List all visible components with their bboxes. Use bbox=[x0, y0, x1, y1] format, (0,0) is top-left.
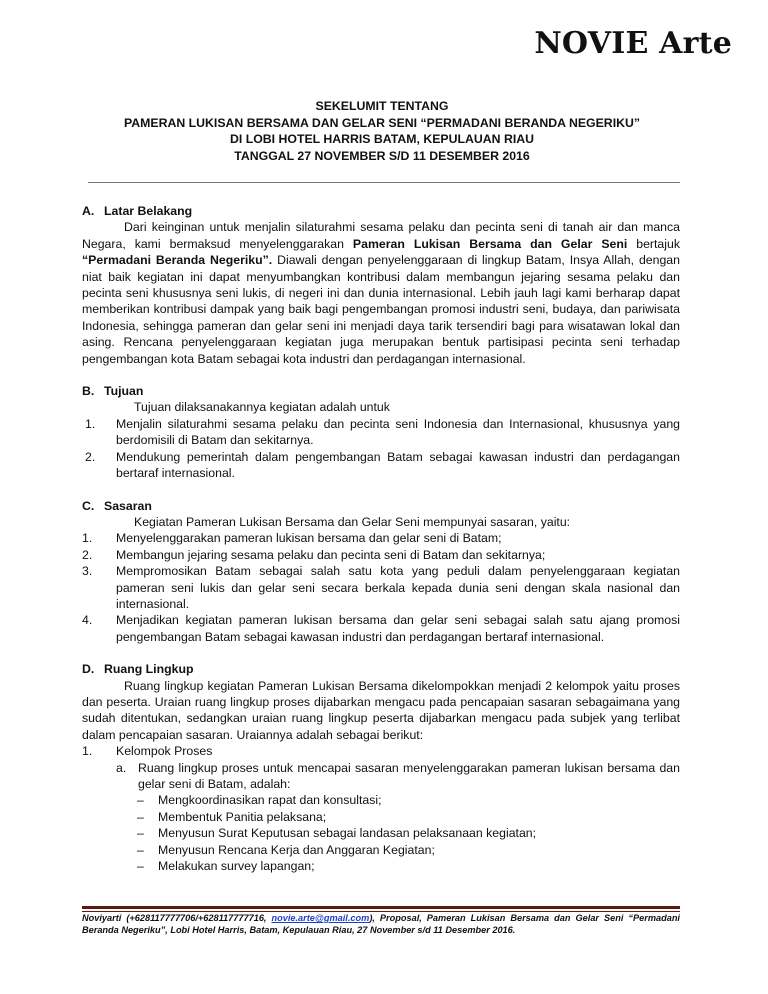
list-item bbox=[82, 416, 680, 449]
dash-bullet: – bbox=[137, 826, 144, 841]
dash-bullet: – bbox=[137, 842, 144, 857]
footer-rule-thin bbox=[82, 911, 680, 912]
section-ruang-lingkup bbox=[82, 661, 680, 874]
title-line-4: TANGGAL 27 NOVEMBER S/D 11 DESEMBER 2016 bbox=[234, 148, 530, 163]
section-intro: Kegiatan Pameran Lukisan Bersama dan Gelar Seni mempunyai sasaran, yaitu: bbox=[134, 514, 571, 529]
dash-item bbox=[82, 825, 680, 841]
list-number: 1. bbox=[82, 744, 93, 759]
section-letter: D. bbox=[82, 662, 95, 677]
section-heading bbox=[82, 383, 680, 399]
title-line-1: SEKELUMIT TENTANG bbox=[315, 99, 449, 113]
list-item bbox=[82, 563, 680, 612]
document-title bbox=[82, 98, 682, 164]
list-text: Kelompok Proses bbox=[116, 744, 213, 759]
list-text: Menyusun Surat Keputusan sebagai landasan pelaksanaan kegiatan; bbox=[158, 826, 537, 841]
section-title: Sasaran bbox=[104, 498, 152, 513]
section-letter: B. bbox=[82, 384, 95, 399]
list-number: 1. bbox=[82, 531, 93, 546]
list-number: 2. bbox=[82, 547, 93, 562]
section-heading bbox=[82, 498, 680, 514]
dash-item bbox=[82, 842, 680, 858]
section-letter: C. bbox=[82, 498, 95, 513]
page-footer bbox=[82, 913, 680, 936]
list-text: Membangun jejaring sesama pelaku dan pecinta seni di Batam dan sekitarnya; bbox=[116, 547, 546, 562]
dash-bullet: – bbox=[137, 793, 144, 808]
list-text: Mendukung pemerintah dalam pengembangan Batam sebagai kawasan industri dan perdagangan bertaraf internasional. bbox=[116, 449, 680, 481]
section-intro: Tujuan dilaksanakannya kegiatan adalah untuk bbox=[134, 400, 390, 415]
list-text: Menyusun Rencana Kerja dan Anggaran Kegiatan; bbox=[158, 842, 435, 857]
paragraph-bold-text: “Permadani Beranda Negeriku”. bbox=[82, 253, 273, 268]
list-number: 1. bbox=[85, 416, 96, 431]
brand-logo-text: NOVIE Arte bbox=[534, 26, 732, 61]
list-text: Mengkoordinasikan rapat dan konsultasi; bbox=[158, 793, 382, 808]
list-text: Menyelenggarakan pameran lukisan bersama dan gelar seni di Batam; bbox=[116, 531, 502, 546]
section-title: Tujuan bbox=[104, 384, 144, 399]
section-heading bbox=[82, 661, 680, 677]
section-letter: A. bbox=[82, 204, 95, 218]
paragraph-bold-text: Pameran Lukisan Bersama dan Gelar Seni bbox=[352, 236, 628, 251]
group-heading bbox=[82, 743, 680, 759]
list-text: Menjalin silaturahmi sesama pelaku dan pecinta seni Indonesia dan Internasional, khususnya yang berdomisili di Batam dan sekitarnya. bbox=[116, 416, 680, 448]
section-paragraph bbox=[82, 219, 680, 367]
paragraph-text: Dari keinginan untuk menjalin silaturahmi sesama pelaku dan pecinta seni di tanah air dan manca Negara, kami bermaksud menyelenggarakan bbox=[82, 220, 680, 251]
dash-item bbox=[82, 858, 680, 874]
list-text: Ruang lingkup proses untuk mencapai sasaran menyelenggarakan pameran lukisan bersama dan gelar seni di Batam, adalah: bbox=[138, 760, 680, 791]
footer-text: ), Proposal, Pameran Lukisan Bersama dan Gelar Seni “Permadani Beranda Negeriku”, Lobi Hotel Harris, Batam, Kepulauan Riau, 27 November s/d 11 Desember 2016. bbox=[82, 913, 680, 935]
list-text: Melakukan survey lapangan; bbox=[158, 859, 315, 874]
list-number: 4. bbox=[82, 613, 93, 628]
dash-bullet: – bbox=[137, 859, 144, 874]
title-line-2: PAMERAN LUKISAN BERSAMA DAN GELAR SENI “PERMADANI BERANDA NEGERIKU” bbox=[123, 115, 641, 130]
list-text: Membentuk Panitia pelaksana; bbox=[158, 809, 327, 824]
list-text: Mempromosikan Batam sebagai salah satu kota yang peduli dalam penyelenggaraan kegiatan pameran seni lukis dan gelar seni secara berkala kepada dunia seni dengan skala nasional dan internasional. bbox=[116, 564, 680, 611]
sub-item bbox=[82, 760, 680, 793]
section-title: Ruang Lingkup bbox=[104, 662, 194, 677]
footer-text: Noviyarti (+628117777706/+628117777716, bbox=[82, 913, 272, 923]
section-paragraph: Ruang lingkup kegiatan Pameran Lukisan Bersama dikelompokkan menjadi 2 kelompok yaitu proses dan peserta. Uraian ruang lingkup proses dijabarkan mengacu pada pencapaian sasaran sebagaimana yang sudah ditentukan, sedangkan uraian ruang lingkup peserta dijabarkan mengacu pada subjek yang terlibat dalam pencapaian sasaran. Uraiannya adalah sebagai berikut: bbox=[82, 678, 680, 742]
list-letter: a. bbox=[116, 760, 127, 775]
title-divider bbox=[88, 182, 680, 183]
section-heading bbox=[82, 203, 680, 219]
footer-email-link[interactable]: novie.arte@gmail.com bbox=[271, 913, 370, 923]
dash-bullet: – bbox=[137, 809, 144, 824]
section-latar-belakang bbox=[82, 203, 680, 367]
paragraph-text: Diawali dengan penyelenggaraan di lingkup Batam, Insya Allah, dengan niat baik kegiatan ini dapat menyumbangkan kontribusi dalam membangun jejaring sesama pelaku dan pecinta seni khususnya seni lukis, di negeri ini dan dunia internasional. Lebih jauh lagi kami berharap dapat memberikan kontribusi dampak yang baik bagi pengembangan promosi industri seni, budaya, dan pariwisata Indonesia, sehingga pameran dan gelar seni ini menjadi daya tarik tersendiri bagi para wisatawan lokal dan asing. Rencana penyelenggaraan kegiatan juga merupakan bentuk partisipasi pecinta seni terhadap pengembangan kota Batam sebagai kota industri dan perdagangan internasional. bbox=[82, 253, 680, 366]
list-item bbox=[82, 547, 680, 563]
list-item bbox=[82, 449, 680, 482]
list-number: 2. bbox=[85, 449, 96, 464]
list-item bbox=[82, 612, 680, 645]
document-body bbox=[82, 203, 680, 890]
footer-rule-thick bbox=[82, 906, 680, 909]
title-line-3: DI LOBI HOTEL HARRIS BATAM, KEPULAUAN RIAU bbox=[230, 132, 534, 146]
section-sasaran bbox=[82, 498, 680, 646]
section-tujuan bbox=[82, 383, 680, 481]
dash-item bbox=[82, 792, 680, 808]
dash-item bbox=[82, 809, 680, 825]
list-number: 3. bbox=[82, 564, 93, 579]
list-text: Menjadikan kegiatan pameran lukisan bersama dan gelar seni sebagai salah satu ajang promosi pengembangan Batam sebagai kawasan industri dan perdagangan bertaraf internasional. bbox=[116, 613, 680, 644]
paragraph-text: bertajuk bbox=[627, 236, 680, 251]
list-item bbox=[82, 530, 680, 546]
section-title: Latar Belakang bbox=[104, 204, 193, 218]
